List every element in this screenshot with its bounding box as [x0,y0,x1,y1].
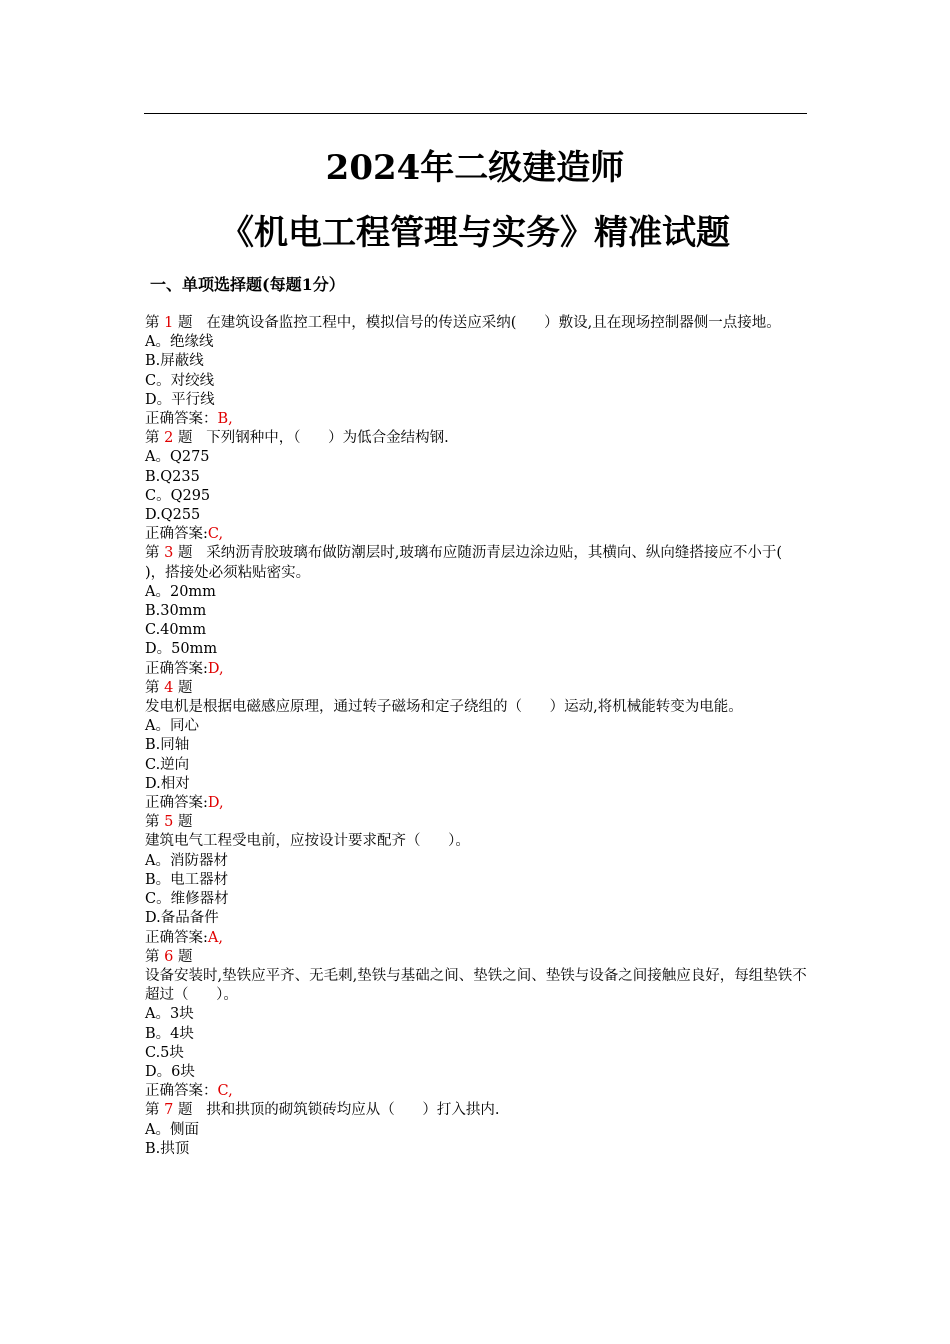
option-item: C.5块 [145,1044,184,1061]
question-prefix: 第 [145,545,165,562]
question-heading [145,813,811,832]
answer-label: 正确答案: [145,660,208,677]
option-item: B.30mm [145,603,207,620]
answer-label: 正确答案: [145,526,208,543]
option-item: B.屏蔽线 [145,353,204,370]
answer-label: 正确答案: [145,929,208,946]
question-gap [192,315,206,331]
option-item: A。Q275 [145,449,210,466]
title-line-1: 2024年二级建造师 [325,148,625,188]
question-number: 7 [164,1102,174,1119]
answer-line [145,410,811,429]
question-text: 下列钢种中，（ ）为低合金结构钢. [206,430,449,447]
question-suffix: 题 [173,948,193,965]
answer-line [145,525,811,544]
section-heading: 一、单项选择题(每题1分） [150,275,345,294]
answer-label: 正确答案： [145,1083,218,1100]
question-suffix: 题 [173,545,193,562]
answer-label: 正确答案: [145,795,208,812]
question-item [145,813,811,947]
option-item: B.同轴 [145,737,190,754]
question-prefix: 第 [145,679,165,696]
question-suffix: 题 [173,430,193,447]
answer-value: D, [207,795,224,812]
answer-line [145,660,811,679]
option-item: C。对绞线 [145,372,215,389]
option-item: C.40mm [145,622,207,639]
question-heading [145,429,811,448]
question-text: 发电机是根据电磁感应原理，通过转子磁场和定子绕组的（ ）运动,将机械能转变为电能。 [145,699,743,716]
question-prefix: 第 [145,315,165,331]
question-item [145,679,811,813]
header-rule [144,113,807,114]
option-item: B。4块 [145,1025,194,1042]
question-item [145,948,811,1102]
question-heading [145,314,811,333]
option-item: A。侧面 [145,1121,199,1138]
answer-line [145,794,811,813]
question-number: 2 [164,430,174,447]
option-item: A。20mm [145,583,216,600]
option-item: A。3块 [145,1006,194,1023]
option-item: D。50mm [145,641,218,658]
question-suffix: 题 [173,814,193,831]
question-number: 5 [164,814,174,831]
question-gap [192,1102,206,1118]
option-item: D。6块 [145,1063,195,1080]
question-gap [192,545,206,561]
question-heading [145,1101,811,1120]
question-number: 3 [164,545,174,562]
question-number: 1 [164,315,174,331]
question-text: 建筑电气工程受电前，应按设计要求配齐（ ）。 [145,833,470,850]
question-prefix: 第 [145,814,165,831]
question-item [145,1101,811,1159]
answer-value: A, [207,929,223,946]
question-suffix: 题 [173,315,193,331]
question-text: 拱和拱顶的砌筑锁砖均应从（ ）打入拱内. [206,1102,500,1119]
answer-value: D, [207,660,224,677]
option-item: C。维修器材 [145,891,229,908]
option-item: A。同心 [145,718,199,735]
answer-value: C, [207,526,224,543]
question-prefix: 第 [145,430,165,447]
option-item: D.Q255 [145,507,201,524]
question-suffix: 题 [173,679,193,696]
option-item: A。绝缘线 [145,334,214,351]
question-item [145,544,811,678]
answer-line [145,1082,811,1101]
option-item: D。平行线 [145,391,215,408]
option-item: C.逆向 [145,756,190,773]
option-item: B.拱顶 [145,1140,190,1157]
option-item: D.备品备件 [145,910,219,927]
question-suffix: 题 [173,1102,193,1119]
question-heading [145,679,811,698]
option-item: A。消防器材 [145,852,228,869]
question-gap [192,430,206,446]
option-item: B.Q235 [145,468,200,485]
question-prefix: 第 [145,1102,165,1119]
question-number: 6 [164,948,174,965]
answer-value: B, [217,411,233,428]
question-text: 设备安装时,垫铁应平齐、无毛刺,垫铁与基础之间、垫铁之间、垫铁与设备之间接触应良好，每组垫铁不超过（ ）。 [145,967,807,1004]
option-item: B。电工器材 [145,871,229,888]
answer-line [145,929,811,948]
question-list [145,314,811,1159]
answer-value: C, [217,1083,233,1100]
option-item: C。Q295 [145,487,211,504]
question-text: 采纳沥青胶玻璃布做防潮层时,玻璃布应随沥青层边涂边贴，其横向、纵向缝搭接应不小于( )，搭接处必须粘贴密实。 [145,545,806,581]
question-heading [145,948,811,967]
question-number: 4 [164,679,174,696]
question-item [145,314,811,429]
question-text: 在建筑设备监控工程中，模拟信号的传送应采纳( ）敷设,且在现场控制器侧一点接地。 [206,315,781,331]
question-item [145,429,811,544]
option-item: D.相对 [145,775,190,792]
title-line-2: 《机电工程管理与实务》精准试题 [220,213,730,253]
question-prefix: 第 [145,948,165,965]
answer-label: 正确答案： [145,411,218,428]
question-heading [145,544,811,582]
